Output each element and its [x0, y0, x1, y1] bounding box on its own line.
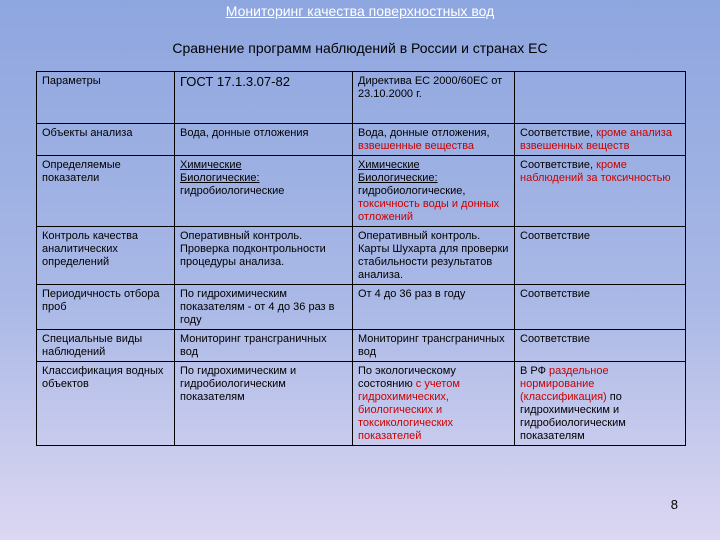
cell-text: по гидрохимическим и гидробиологическим показателям [520, 391, 626, 442]
cell-text: Соответствие, [520, 159, 597, 171]
cell-gost: По гидрохимическим и гидробиологическим показателям [175, 362, 353, 446]
cell-gost: По гидрохимическим показателям - от 4 до 36 раз в году [175, 285, 353, 330]
cell-text-underlined: Биологические: [180, 172, 260, 184]
cell-comparison [515, 362, 686, 446]
cell-gost [175, 156, 353, 227]
slide-subtitle: Сравнение программ наблюдений в России и странах ЕС [172, 40, 548, 56]
cell-text: Вода, донные отложения, [358, 127, 490, 139]
cell-parameter: Определяемые показатели [37, 156, 175, 227]
cell-text: По экологическому состоянию [358, 365, 456, 390]
cell-directive: От 4 до 36 раз в году [353, 285, 515, 330]
cell-text: гидробиологические, [358, 185, 466, 197]
slide-top-title: Мониторинг качества поверхностных вод [225, 3, 495, 19]
cell-text-highlight: токсичность воды и донных отложений [358, 198, 500, 223]
cell-text-underlined: Химические [358, 159, 420, 171]
cell-comparison: Соответствие [515, 330, 686, 362]
cell-parameter: Классификация водных объектов [37, 362, 175, 446]
cell-text-underlined: Биологические: [358, 172, 438, 184]
cell-parameter: Контроль качества аналитических определений [37, 227, 175, 285]
table-row [37, 124, 686, 156]
cell-parameter: Объекты анализа [37, 124, 175, 156]
cell-parameter: Специальные виды наблюдений [37, 330, 175, 362]
cell-gost: Оперативный контроль. Проверка подконтрольности процедуры анализа. [175, 227, 353, 285]
table-row [37, 156, 686, 227]
cell-directive [353, 362, 515, 446]
cell-comparison: Соответствие [515, 227, 686, 285]
cell-text: гидробиологические [180, 185, 285, 197]
cell-comparison [515, 124, 686, 156]
cell-comparison [515, 156, 686, 227]
table-row [37, 362, 686, 446]
cell-gost: Мониторинг трансграничных вод [175, 330, 353, 362]
header-parameters: Параметры [37, 72, 175, 124]
cell-directive [353, 156, 515, 227]
cell-text-highlight: взвешенные вещества [358, 140, 475, 152]
page-number: 8 [670, 497, 678, 512]
cell-directive: Мониторинг трансграничных вод [353, 330, 515, 362]
cell-parameter: Периодичность отбора проб [37, 285, 175, 330]
cell-directive [353, 124, 515, 156]
table-header-row [37, 72, 686, 124]
header-comparison [515, 72, 686, 124]
header-eu-directive: Директива ЕС 2000/60ЕС от 23.10.2000 г. [353, 72, 515, 124]
cell-text: Соответствие, [520, 127, 597, 139]
table-row [37, 330, 686, 362]
cell-text-underlined: Химические [180, 159, 242, 171]
header-gost: ГОСТ 17.1.3.07-82 [175, 72, 353, 124]
cell-comparison: Соответствие [515, 285, 686, 330]
cell-directive: Оперативный контроль. Карты Шухарта для проверки стабильности результатов анализа. [353, 227, 515, 285]
cell-gost: Вода, донные отложения [175, 124, 353, 156]
cell-text-highlight: кроме анализа взвешенных веществ [520, 127, 672, 152]
table-row [37, 227, 686, 285]
cell-text: В РФ [520, 365, 550, 377]
cell-text-highlight: кроме наблюдений за токсичностью [520, 159, 671, 184]
table-row [37, 285, 686, 330]
comparison-table [36, 71, 686, 446]
cell-text-highlight: раздельное нормирование (классификация) [520, 365, 609, 403]
cell-text-highlight: с учетом гидрохимических, биологических и токсикологических показателей [358, 378, 460, 442]
